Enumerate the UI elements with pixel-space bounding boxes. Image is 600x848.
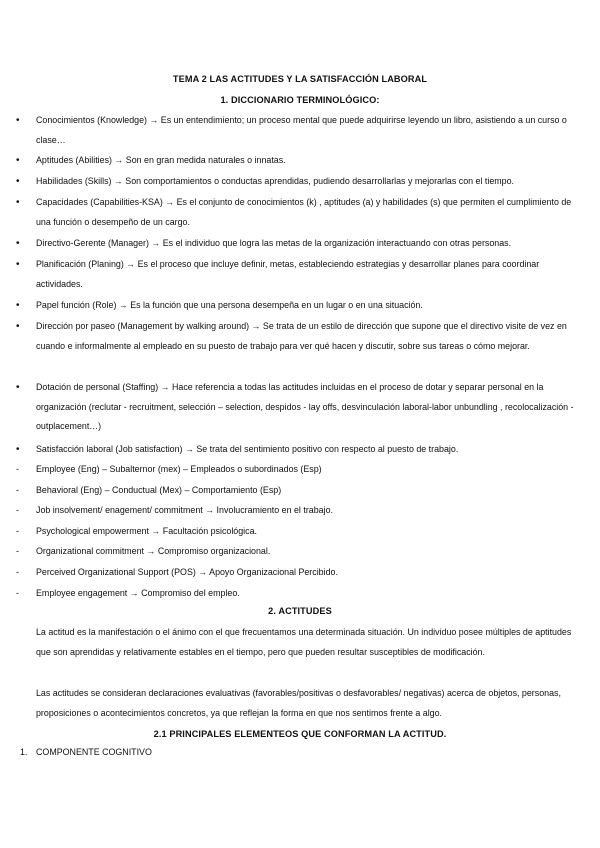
bullet-marker: •	[16, 176, 20, 187]
document-title: TEMA 2 LAS ACTITUDES Y LA SATISFACCIÓN LABORAL	[172, 74, 428, 84]
list-item-text: Satisfacción laboral (Job satisfaction) → Se trata del sentimiento positivo con respecto al puesto de trabajo.	[36, 444, 459, 454]
list-item	[16, 378, 581, 437]
bullet-marker: •	[16, 382, 20, 393]
list-item-text: Directivo-Gerente (Manager) → Es el individuo que logra las metas de la organización interactuando con otras personas.	[36, 238, 512, 248]
list-item	[16, 542, 581, 562]
list-item	[16, 255, 581, 294]
list-item	[16, 460, 581, 480]
list-item	[16, 481, 581, 501]
section-heading-1: 1. DICCIONARIO TERMINOLÓGICO:	[220, 95, 380, 105]
list-item-text: Dirección por paseo (Management by walking around) → Se trata de un estilo de dirección que supone que el directivo visite de vez en cuando e informalmente al empleado en su puesto de trabajo para ver qué hacen y discutir, sobre sus tareas o cómo mejorar.	[36, 321, 567, 351]
paragraph: La actitud es la manifestación o el ánimo con el que frecuentamos una determinada situación. Un individuo posee múltiples de aptitudes que son aprendidas y relativamente estables en el tiempo, pero que pueden resultar susceptibles de modificación.	[36, 627, 572, 657]
dash-marker: -	[16, 567, 19, 577]
bullet-marker: •	[16, 300, 20, 311]
dash-marker: -	[16, 505, 19, 515]
bullet-marker: •	[16, 444, 20, 455]
dash-marker: -	[16, 546, 19, 556]
section-heading-2-1: 2.1 PRINCIPALES ELEMENTEOS QUE CONFORMAN LA ACTITUD.	[153, 729, 447, 739]
list-item	[16, 111, 581, 150]
list-item	[16, 193, 581, 232]
list-item	[16, 584, 581, 604]
numbered-list-item: COMPONENTE COGNITIVO	[36, 747, 152, 757]
list-item	[16, 563, 581, 583]
list-item-text: Psychological empowerment → Facultación psicológica.	[36, 526, 257, 536]
bullet-marker: •	[16, 155, 20, 166]
list-item	[16, 234, 581, 254]
list-item	[16, 296, 581, 316]
list-item	[16, 522, 581, 542]
list-item	[16, 440, 581, 460]
list-item-text: Organizational commitment → Compromiso organizacional.	[36, 546, 271, 556]
list-item-text: Employee engagement → Compromiso del empleo.	[36, 588, 240, 598]
list-item-text: Perceived Organizational Support (POS) → Apoyo Organizacional Percibido.	[36, 567, 338, 577]
list-item-text: Behavioral (Eng) – Conductual (Mex) – Comportamiento (Esp)	[36, 485, 282, 495]
list-item-text: Capacidades (Capabilities-KSA) → Es el conjunto de conocimientos (k) , aptitudes (a) y habilidades (s) que permiten el cumplimiento de una función o desempeño de un cargo.	[36, 197, 572, 227]
list-item-text: Conocimientos (Knowledge) → Es un entendimiento; un proceso mental que puede adquirirse leyendo un libro, asistiendo a un curso o clase…	[36, 115, 567, 145]
bullet-marker: •	[16, 259, 20, 270]
dash-marker: -	[16, 485, 19, 495]
bullet-marker: •	[16, 197, 20, 208]
list-item-text: Job insolvement/ enagement/ commitment → Involucramiento en el trabajo.	[36, 505, 333, 515]
list-item-text: Papel función (Role) → Es la función que una persona desempeña en un lugar o en una situación.	[36, 300, 423, 310]
bullet-marker: •	[16, 238, 20, 249]
dash-marker: -	[16, 464, 19, 474]
paragraph: Las actitudes se consideran declaraciones evaluativas (favorables/positivas o desfavorables/ negativas) acerca de objetos, personas, proposiciones o acontecimientos concretos, ya que reflejan la forma en que nos sentimos frente a algo.	[36, 688, 561, 718]
list-item-text: Habilidades (Skills) → Son comportamientos o conductas aprendidas, pudiendo desarrollarlas y mejorarlas con el tiempo.	[36, 176, 515, 186]
list-item-text: Employee (Eng) – Subalternor (mex) – Empleados o subordinados (Esp)	[36, 464, 322, 474]
section-heading-2: 2. ACTITUDES	[268, 606, 332, 616]
numbered-list-marker: 1.	[20, 747, 28, 757]
dash-marker: -	[16, 526, 19, 536]
list-item-text: Aptitudes (Abilities) → Son en gran medida naturales o innatas.	[36, 155, 286, 165]
list-item	[16, 501, 581, 521]
dash-marker: -	[16, 588, 19, 598]
list-item-text: Planificación (Planing) → Es el proceso que incluye definir, metas, estableciendo estrategias y desarrollar planes para coordinar actividades.	[36, 259, 540, 289]
bullet-marker: •	[16, 115, 20, 126]
list-item	[16, 151, 581, 171]
list-item-text: Dotación de personal (Staffing) → Hace referencia a todas las actitudes incluidas en el proceso de dotar y separar personal en la organización (reclutar - recruitment, selección – selection, despidos - lay offs, desvinculación laboral-labor unbundling , recolocalización - outplacement…)	[36, 382, 574, 431]
list-item	[16, 317, 581, 356]
list-item	[16, 172, 581, 192]
bullet-marker: •	[16, 321, 20, 332]
